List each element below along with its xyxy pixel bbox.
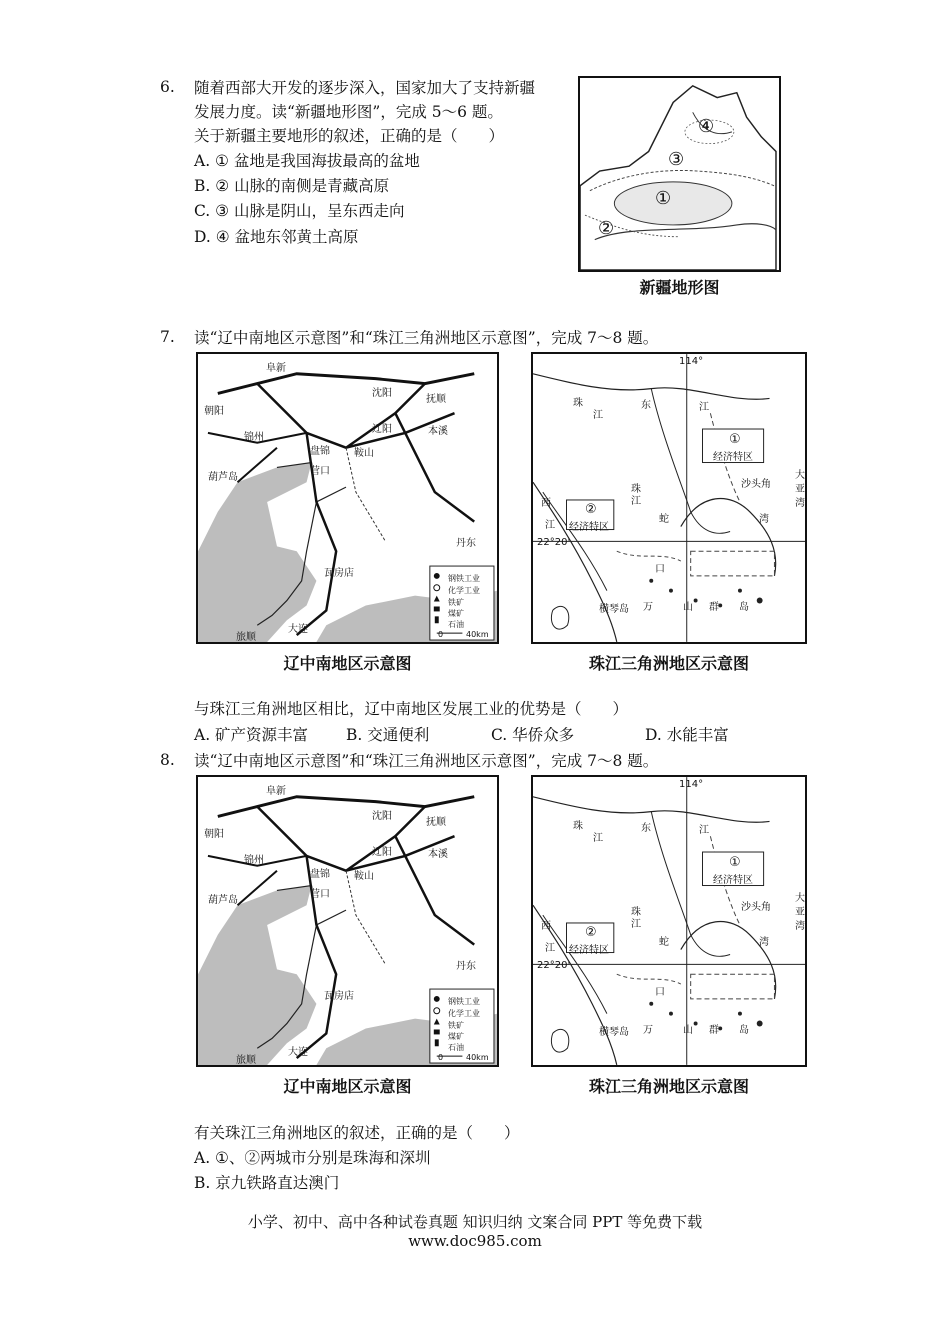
xinjiang-map-drawing xyxy=(580,78,779,270)
legend-oil: 石油 xyxy=(448,620,464,629)
label-dao: 岛 xyxy=(739,602,749,613)
question-8-option-b: B. 京九铁路直达澳门 xyxy=(194,1174,340,1192)
question-7-number: 7. xyxy=(160,328,175,346)
legend-chemical: 化学工业 xyxy=(448,1009,480,1018)
label-jiang: 江 xyxy=(593,410,603,421)
question-6-option-b: B. ② 山脉的南侧是青藏高原 xyxy=(194,177,390,195)
city-jinzhou: 锦州 xyxy=(244,855,264,866)
city-shenyang: 沈阳 xyxy=(372,388,392,399)
question-7-intro: 读“辽中南地区示意图”和“珠江三角洲地区示意图”，完成 7～8 题。 xyxy=(194,329,659,347)
label-jiang-west: 江 xyxy=(545,943,555,954)
question-6-text-line: 发展力度。读“新疆地形图”，完成 5～6 题。 xyxy=(194,103,503,121)
label-ya: 亚 xyxy=(795,907,805,918)
question-7-option-a: A. 矿产资源丰富 xyxy=(194,726,309,744)
city-panjin: 盘锦 xyxy=(310,869,330,880)
city-lushun: 旅顺 xyxy=(236,632,256,643)
map-mark-1: ① xyxy=(655,188,672,209)
city-anshan: 鞍山 xyxy=(354,871,374,882)
city-dalian: 大连 xyxy=(288,1047,308,1058)
legend-coal: 煤矿 xyxy=(448,1032,464,1041)
label-dong: 东 xyxy=(641,823,651,834)
city-anshan: 鞍山 xyxy=(354,448,374,459)
liaoning-map-caption: 辽中南地区示意图 xyxy=(283,1077,412,1096)
city-liaoyang: 辽阳 xyxy=(372,424,392,435)
label-shatoujiao: 沙头角 xyxy=(741,902,771,913)
liaoning-map-repeat xyxy=(196,775,499,1067)
label-jiang-mid: 江 xyxy=(631,919,641,930)
question-6-text-line: 随着西部大开发的逐步深入，国家加大了支持新疆 xyxy=(194,79,536,97)
label-shatoujiao: 沙头角 xyxy=(741,479,771,490)
latitude-label: 22°20' xyxy=(537,537,571,548)
city-lushun: 旅顺 xyxy=(236,1055,256,1066)
label-wan-island: 万 xyxy=(643,602,653,613)
legend-steel: 钢铁工业 xyxy=(448,997,480,1006)
footer-promo-text: 小学、初中、高中各种试卷真题 知识归纳 文案合同 PPT 等免费下载 xyxy=(247,1213,703,1231)
legend-steel: 钢铁工业 xyxy=(448,574,480,583)
scale-zero: 0 xyxy=(438,1053,444,1062)
label-xi: 西 xyxy=(541,498,551,509)
question-7-option-c: C. 华侨众多 xyxy=(491,726,575,744)
longitude-label: 114° xyxy=(679,779,704,790)
xinjiang-map-caption: 新疆地形图 xyxy=(639,278,720,297)
label-jiang: 江 xyxy=(593,833,603,844)
zone-2-label: 经济特区 xyxy=(569,945,609,956)
question-6-option-c: C. ③ 山脉是阴山，呈东西走向 xyxy=(194,202,405,220)
label-wan-2: 湾 xyxy=(759,514,769,525)
legend-chemical: 化学工业 xyxy=(448,586,480,595)
zone-2-mark: ② xyxy=(585,502,597,517)
city-fuxin: 阜新 xyxy=(266,363,286,374)
city-huludao: 葫芦岛 xyxy=(208,472,238,483)
label-zhu-mid: 珠 xyxy=(631,907,641,918)
prd-map-caption: 珠江三角洲地区示意图 xyxy=(588,1077,749,1096)
city-panjin: 盘锦 xyxy=(310,446,330,457)
city-fuxin: 阜新 xyxy=(266,786,286,797)
label-da: 大 xyxy=(795,470,805,481)
city-fushun: 抚顺 xyxy=(426,817,446,828)
label-qun: 群 xyxy=(709,1025,719,1036)
label-jiang-west: 江 xyxy=(545,520,555,531)
scale-zero: 0 xyxy=(438,630,444,639)
question-6-option-a: A. ① 盆地是我国海拔最高的盆地 xyxy=(194,152,420,170)
pearl-river-delta-map-repeat xyxy=(531,775,807,1067)
label-shan: 山 xyxy=(683,602,693,613)
zone-1-mark: ① xyxy=(729,432,741,447)
zone-1-label: 经济特区 xyxy=(713,875,753,886)
legend-oil: 石油 xyxy=(448,1043,464,1052)
city-yingkou: 营口 xyxy=(310,889,330,900)
label-she: 蛇 xyxy=(659,937,669,948)
label-hengqin: 横琴岛 xyxy=(599,1027,629,1038)
label-da: 大 xyxy=(795,893,805,904)
scale-40km: 40km xyxy=(466,630,489,639)
label-jiang-east: 江 xyxy=(699,825,709,836)
zone-2-mark: ② xyxy=(585,925,597,940)
legend-iron-ore: 铁矿 xyxy=(448,1021,464,1030)
city-chaoyang: 朝阳 xyxy=(204,406,224,417)
label-hengqin: 横琴岛 xyxy=(599,604,629,615)
city-chaoyang: 朝阳 xyxy=(204,829,224,840)
city-dandong: 丹东 xyxy=(456,961,476,972)
city-benxi: 本溪 xyxy=(428,849,448,860)
question-7-option-d: D. 水能丰富 xyxy=(645,726,729,744)
map-mark-2: ② xyxy=(598,218,615,239)
city-huludao: 葫芦岛 xyxy=(208,895,238,906)
zone-1-mark: ① xyxy=(729,855,741,870)
label-zhu: 珠 xyxy=(573,821,583,832)
map-mark-3: ③ xyxy=(668,149,685,170)
question-6-option-d: D. ④ 盆地东邻黄土高原 xyxy=(194,228,359,246)
city-jinzhou: 锦州 xyxy=(244,432,264,443)
city-shenyang: 沈阳 xyxy=(372,811,392,822)
city-dalian: 大连 xyxy=(288,624,308,635)
city-wafangdian: 瓦房店 xyxy=(324,991,354,1002)
label-wan-2: 湾 xyxy=(759,937,769,948)
label-wan: 湾 xyxy=(795,921,805,932)
label-zhu: 珠 xyxy=(573,398,583,409)
liaoning-map xyxy=(196,352,499,644)
zone-2-label: 经济特区 xyxy=(569,522,609,533)
label-wan-island: 万 xyxy=(643,1025,653,1036)
map-mark-4: ④ xyxy=(698,116,715,137)
longitude-label: 114° xyxy=(679,356,704,367)
city-yingkou: 营口 xyxy=(310,466,330,477)
label-dao: 岛 xyxy=(739,1025,749,1036)
label-she: 蛇 xyxy=(659,514,669,525)
prd-map-caption: 珠江三角洲地区示意图 xyxy=(588,654,749,673)
question-8-stem: 有关珠江三角洲地区的叙述，正确的是（ ） xyxy=(194,1124,520,1142)
city-dandong: 丹东 xyxy=(456,538,476,549)
label-ya: 亚 xyxy=(795,484,805,495)
label-kou: 口 xyxy=(655,564,665,575)
city-benxi: 本溪 xyxy=(428,426,448,437)
question-6-number: 6. xyxy=(160,78,175,96)
question-8-option-a: A. ①、②两城市分别是珠海和深圳 xyxy=(194,1149,431,1167)
label-shan: 山 xyxy=(683,1025,693,1036)
question-7-stem: 与珠江三角洲地区相比，辽中南地区发展工业的优势是（ ） xyxy=(194,700,629,718)
label-qun: 群 xyxy=(709,602,719,613)
question-6-stem: 关于新疆主要地形的叙述，正确的是（ ） xyxy=(194,127,505,145)
question-8-number: 8. xyxy=(160,751,175,769)
scale-40km: 40km xyxy=(466,1053,489,1062)
latitude-label: 22°20' xyxy=(537,960,571,971)
xinjiang-terrain-map xyxy=(578,76,781,272)
legend-coal: 煤矿 xyxy=(448,609,464,618)
label-kou: 口 xyxy=(655,987,665,998)
question-8-intro: 读“辽中南地区示意图”和“珠江三角洲地区示意图”，完成 7～8 题。 xyxy=(194,752,659,770)
footer-website-link[interactable]: www.doc985.com xyxy=(408,1232,542,1250)
label-jiang-mid: 江 xyxy=(631,496,641,507)
city-wafangdian: 瓦房店 xyxy=(324,568,354,579)
label-zhu-mid: 珠 xyxy=(631,484,641,495)
label-wan: 湾 xyxy=(795,498,805,509)
liaoning-map-caption: 辽中南地区示意图 xyxy=(283,654,412,673)
label-jiang-east: 江 xyxy=(699,402,709,413)
zone-1-label: 经济特区 xyxy=(713,452,753,463)
label-xi: 西 xyxy=(541,921,551,932)
legend-iron-ore: 铁矿 xyxy=(448,598,464,607)
label-dong: 东 xyxy=(641,400,651,411)
pearl-river-delta-map xyxy=(531,352,807,644)
question-7-option-b: B. 交通便利 xyxy=(346,726,430,744)
city-fushun: 抚顺 xyxy=(426,394,446,405)
city-liaoyang: 辽阳 xyxy=(372,847,392,858)
